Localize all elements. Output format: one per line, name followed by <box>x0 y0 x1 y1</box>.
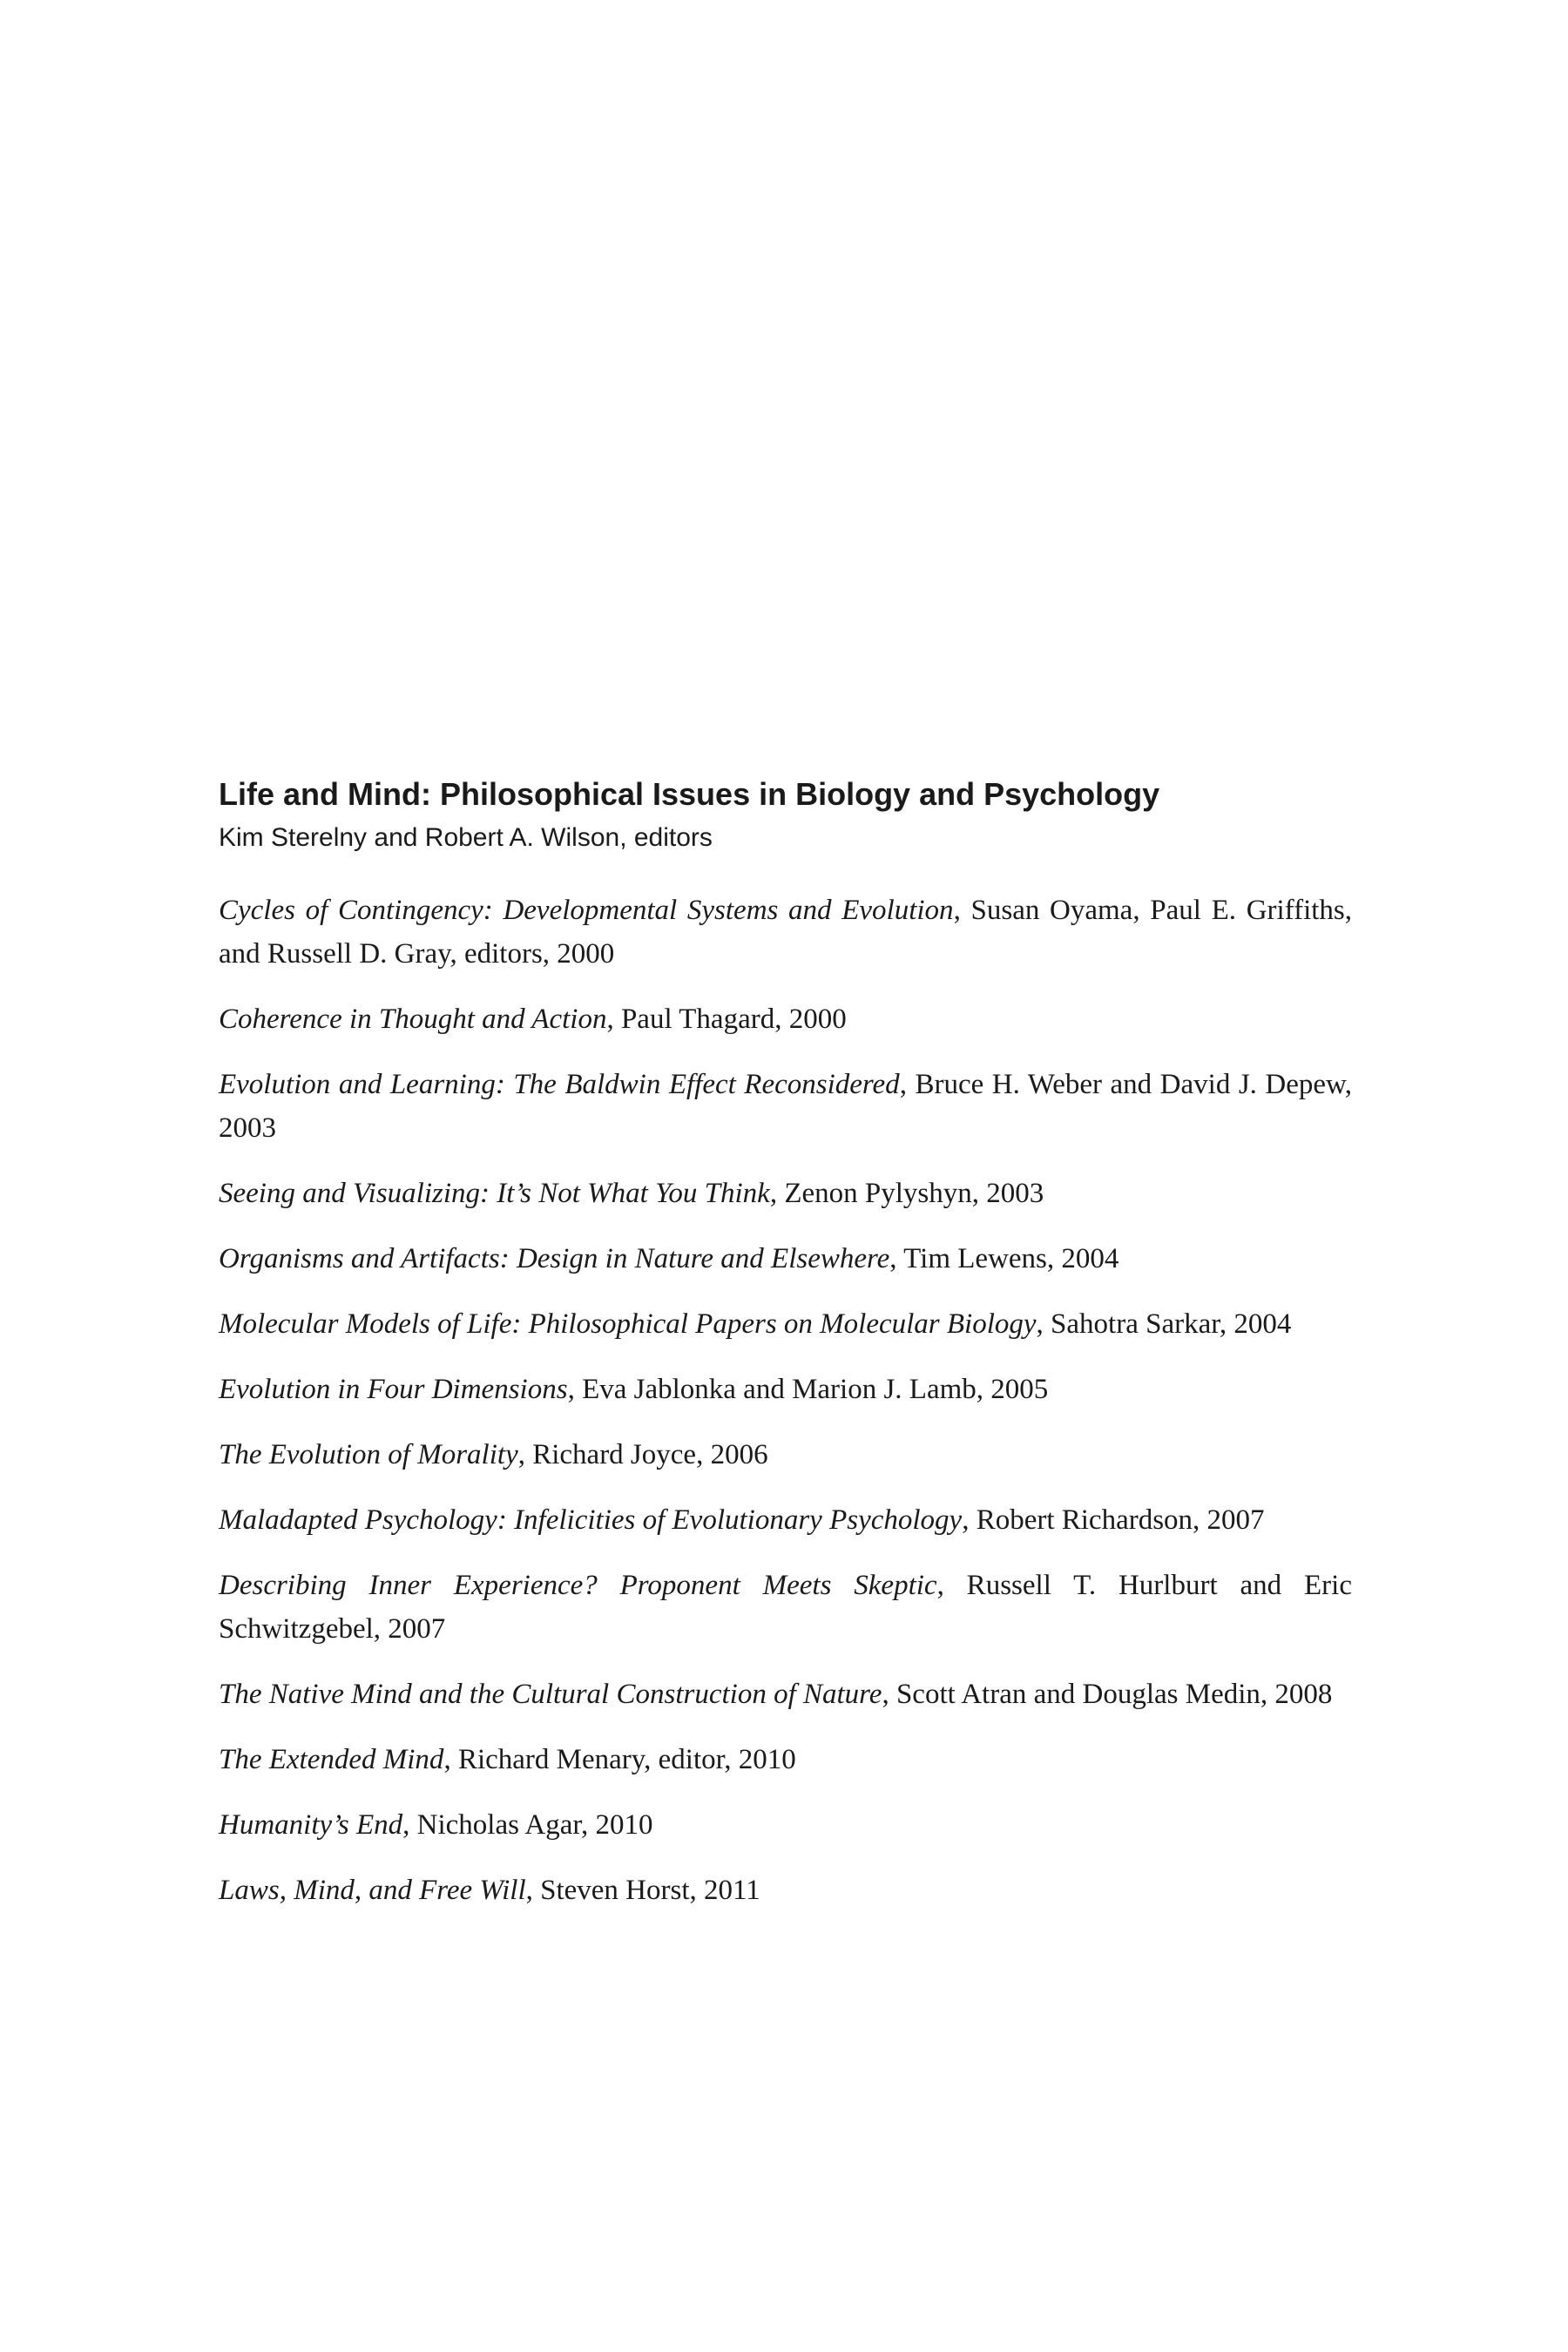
series-editors: Kim Sterelny and Robert A. Wilson, editors <box>219 823 713 852</box>
book-title: The Extended Mind <box>219 1744 444 1775</box>
book-title: Molecular Models of Life: Philosophical Papers on Molecular Biology <box>219 1308 1037 1340</box>
book-details: , Paul Thagard, 2000 <box>606 1004 847 1035</box>
book-details: , Eva Jablonka and Marion J. Lamb, 2005 <box>567 1374 1049 1405</box>
book-details: , Richard Joyce, 2006 <box>517 1439 768 1470</box>
book-details: , Steven Horst, 2011 <box>525 1875 760 1906</box>
series-page <box>219 774 1352 1934</box>
book-title: The Evolution of Morality <box>219 1439 518 1470</box>
book-title: Laws, Mind, and Free Will <box>219 1875 526 1906</box>
book-title: Evolution and Learning: The Baldwin Effect Reconsidered <box>219 1069 900 1100</box>
book-title: Evolution in Four Dimensions <box>219 1374 568 1405</box>
book-entry <box>219 1433 1352 1477</box>
book-details: , Russell T. Hurlburt and Eric Schwitzgebel, 2007 <box>219 1570 1352 1645</box>
book-entry <box>219 1564 1352 1651</box>
book-title: Maladapted Psychology: Infelicities of Evolutionary Psychology <box>219 1504 963 1536</box>
book-entry <box>219 1368 1352 1411</box>
book-entry <box>219 1738 1352 1781</box>
book-entry <box>219 1172 1352 1215</box>
book-entry <box>219 1869 1352 1912</box>
book-title: Organisms and Artifacts: Design in Nature and Elsewhere <box>219 1243 890 1274</box>
book-details: , Richard Menary, editor, 2010 <box>443 1744 796 1775</box>
book-entry <box>219 1302 1352 1346</box>
book-details: , Sahotra Sarkar, 2004 <box>1036 1308 1292 1340</box>
book-entry <box>219 1498 1352 1542</box>
book-title: Coherence in Thought and Action <box>219 1004 607 1035</box>
book-entry <box>219 1673 1352 1716</box>
book-details: , Tim Lewens, 2004 <box>889 1243 1119 1274</box>
book-entry <box>219 1803 1352 1847</box>
book-title: The Native Mind and the Cultural Construction of Nature <box>219 1679 882 1710</box>
book-entry <box>219 1063 1352 1150</box>
book-details: , Scott Atran and Douglas Medin, 2008 <box>882 1679 1333 1710</box>
book-details: , Robert Richardson, 2007 <box>962 1504 1265 1536</box>
book-entry <box>219 1237 1352 1281</box>
book-details: , Susan Oyama, Paul E. Griffiths, and Russell D. Gray, editors, 2000 <box>219 895 1352 970</box>
book-details: , Nicholas Agar, 2010 <box>402 1809 653 1841</box>
book-title: Seeing and Visualizing: It’s Not What You Think <box>219 1178 770 1209</box>
book-list <box>219 889 1352 1912</box>
book-entry <box>219 889 1352 976</box>
book-title: Humanity’s End <box>219 1809 403 1841</box>
book-entry <box>219 997 1352 1041</box>
book-title: Cycles of Contingency: Developmental Systems and Evolution <box>219 895 954 926</box>
series-title: Life and Mind: Philosophical Issues in Biology and Psychology <box>219 776 1160 812</box>
book-details: , Bruce H. Weber and David J. Depew, 2003 <box>219 1069 1352 1144</box>
book-title: Describing Inner Experience? Proponent Meets Skeptic <box>219 1570 937 1601</box>
book-details: , Zenon Pylyshyn, 2003 <box>769 1178 1044 1209</box>
